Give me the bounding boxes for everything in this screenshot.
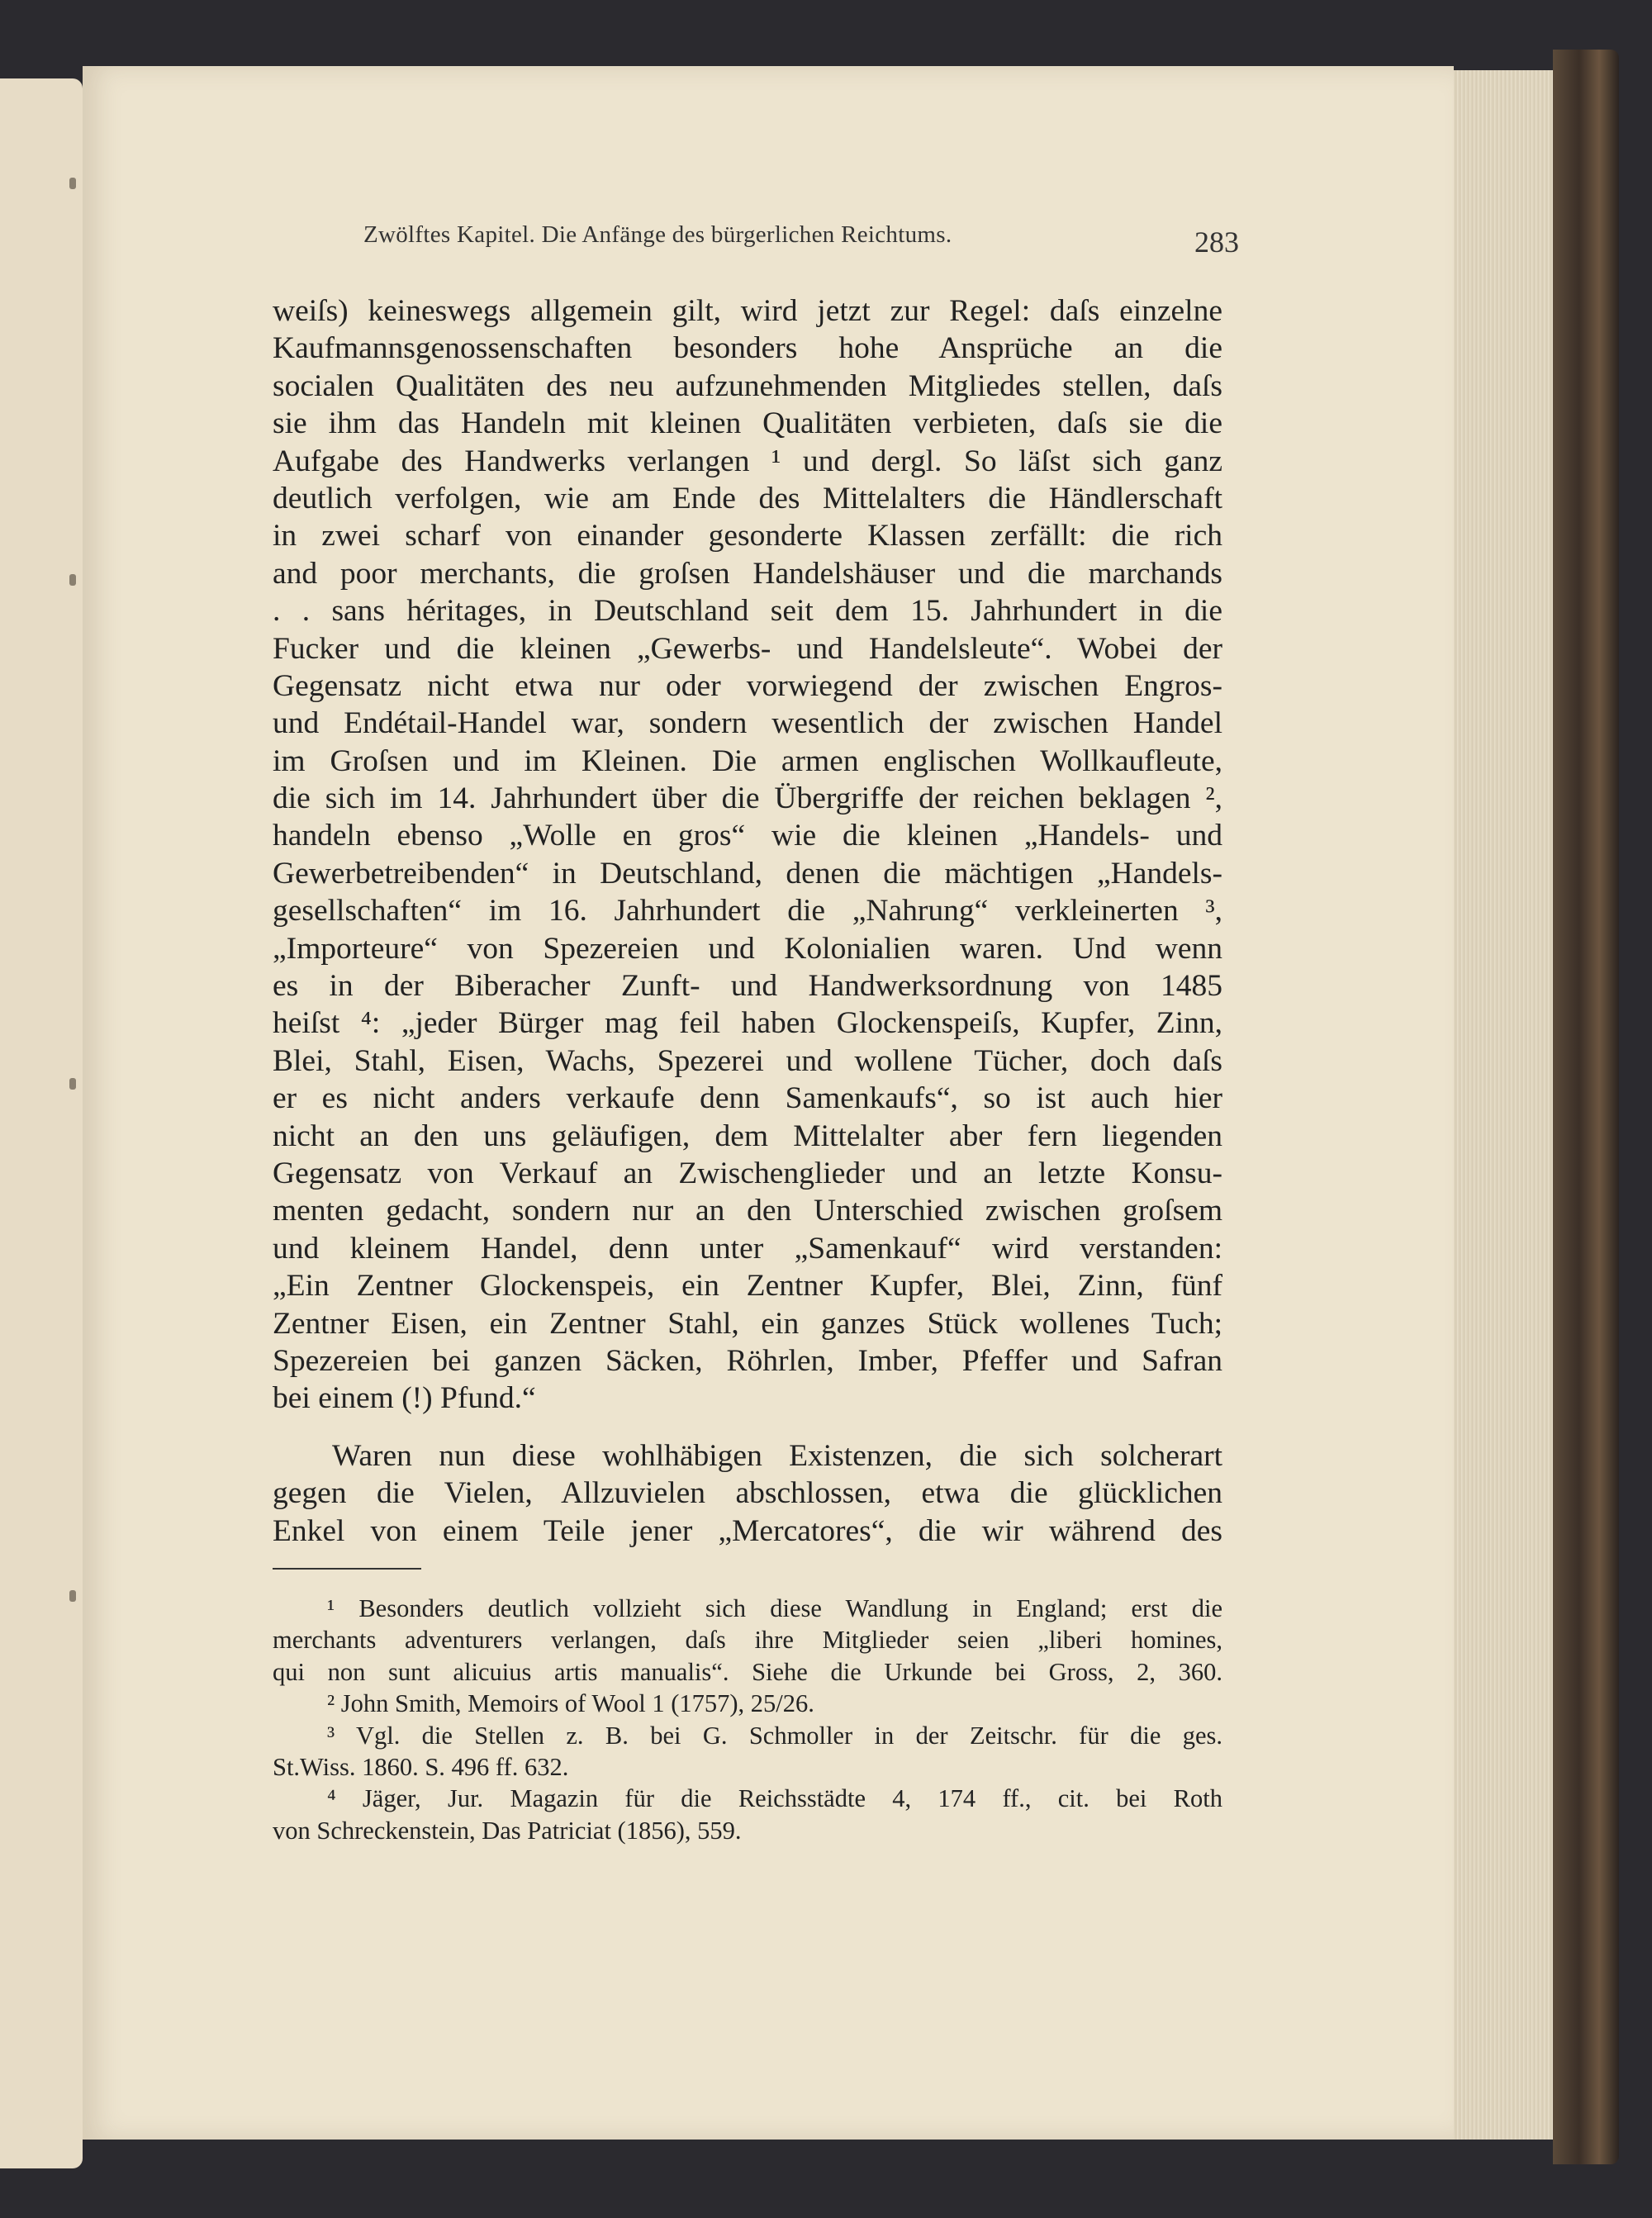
text-line: die sich im 14. Jahrhundert über die Übergriffe der reichen beklagen ², xyxy=(273,781,1222,816)
text-line: Blei, Stahl, Eisen, Wachs, Spezerei und wollene Tücher, doch daſs xyxy=(273,1043,1222,1078)
text-line: und kleinem Handel, denn unter „Samenkauf“ wird verstanden: xyxy=(273,1231,1222,1266)
footnote-line: ⁴ Jäger, Jur. Magazin für die Reichsstädte 4, 174 ff., cit. bei Roth xyxy=(327,1784,1222,1813)
paragraph-2 xyxy=(273,1437,1222,1550)
footnote-line: von Schreckenstein, Das Patriciat (1856), 559. xyxy=(273,1816,742,1845)
page-stack-edges xyxy=(1454,70,1558,2140)
text-line: gesellschaften“ im 16. Jahrhundert die „Nahrung“ verkleinerten ³, xyxy=(273,894,1222,929)
text-line: er es nicht anders verkaufe denn Samenkaufs“, so ist auch hier xyxy=(273,1081,1222,1116)
cover-mark xyxy=(69,1078,76,1090)
footnote-line: qui non sunt alicuius artis manualis“. Siehe die Urkunde bei Gross, 2, 360. xyxy=(273,1657,1222,1686)
footnotes xyxy=(273,1593,1222,1846)
paragraph-1 xyxy=(273,292,1222,1418)
text-line: „Ein Zentner Glockenspeis, ein Zentner Kupfer, Blei, Zinn, fünf xyxy=(273,1269,1222,1304)
text-line: Zentner Eisen, ein Zentner Stahl, ein ganzes Stück wollenes Tuch; xyxy=(273,1306,1222,1341)
cover-mark xyxy=(69,1590,76,1602)
text-line: nicht an den uns geläufigen, dem Mittelalter aber fern liegenden xyxy=(273,1118,1222,1153)
text-line: in zwei scharf von einander gesonderte Klassen zerfällt: die rich xyxy=(273,519,1222,553)
cover-mark xyxy=(69,574,76,586)
text-line: Aufgabe des Handwerks verlangen ¹ und dergl. So läſst sich ganz xyxy=(273,444,1222,478)
text-line: Kaufmannsgenossenschaften besonders hohe Ansprüche an die xyxy=(273,331,1222,366)
footnote-line: St.Wiss. 1860. S. 496 ff. 632. xyxy=(273,1752,569,1781)
book-spine xyxy=(1553,50,1619,2164)
text-line: es in der Biberacher Zunft- und Handwerksordnung von 1485 xyxy=(273,969,1222,1004)
footnote-line: ¹ Besonders deutlich vollzieht sich diese Wandlung in England; erst die xyxy=(327,1594,1222,1622)
text-line: gegen die Vielen, Allzuvielen abschlossen, etwa die glücklichen xyxy=(273,1476,1222,1511)
text-line: bei einem (!) Pfund.“ xyxy=(273,1381,536,1416)
text-line: Waren nun diese wohlhäbigen Existenzen, die sich solcherart xyxy=(332,1439,1222,1473)
left-cover-edge xyxy=(0,78,83,2168)
cover-mark xyxy=(69,178,76,189)
footnote-line: ² John Smith, Memoirs of Wool 1 (1757), 25/26. xyxy=(327,1689,814,1718)
page-number: 283 xyxy=(1194,226,1239,259)
text-line: im Groſsen und im Kleinen. Die armen englischen Wollkaufleute, xyxy=(273,743,1222,778)
text-line: Fucker und die kleinen „Gewerbs- und Handelsleute“. Wobei der xyxy=(273,631,1222,666)
text-line: menten gedacht, sondern nur an den Unterschied zwischen groſsem xyxy=(273,1194,1222,1228)
text-line: handeln ebenso „Wolle en gros“ wie die kleinen „Handels- und xyxy=(273,819,1222,853)
footnote-rule xyxy=(273,1568,421,1570)
text-line: Enkel von einem Teile jener „Mercatores“, die wir während des xyxy=(273,1513,1222,1548)
text-line: socialen Qualitäten des neu aufzunehmenden Mitgliedes stellen, daſs xyxy=(273,368,1222,403)
text-line: Gegensatz von Verkauf an Zwischenglieder und an letzte Konsu- xyxy=(273,1156,1222,1190)
text-line: „Importeure“ von Spezereien und Kolonialien waren. Und wenn xyxy=(273,931,1222,966)
running-title: Zwölftes Kapitel. Die Anfänge des bürgerlichen Reichtums. xyxy=(363,221,952,248)
text-line: . . sans héritages, in Deutschland seit dem 15. Jahrhundert in die xyxy=(273,594,1222,629)
text-line: Spezereien bei ganzen Säcken, Röhrlen, Imber, Pfeffer und Safran xyxy=(273,1343,1222,1378)
running-header xyxy=(363,221,1239,259)
text-line: weiſs) keineswegs allgemein gilt, wird jetzt zur Regel: daſs einzelne xyxy=(273,294,1222,328)
text-line: Gewerbetreibenden“ in Deutschland, denen die mächtigen „Handels- xyxy=(273,856,1222,891)
text-line: deutlich verfolgen, wie am Ende des Mittelalters die Händlerschaft xyxy=(273,481,1222,515)
footnote-line: merchants adventurers verlangen, daſs ihre Mitglieder seien „liberi homines, xyxy=(273,1626,1222,1655)
footnote-line: ³ Vgl. die Stellen z. B. bei G. Schmoller in der Zeitschr. für die ges. xyxy=(327,1721,1222,1750)
text-line: und Endétail-Handel war, sondern wesentlich der zwischen Handel xyxy=(273,706,1222,741)
text-line: heiſst ⁴: „jeder Bürger mag feil haben Glockenspeiſs, Kupfer, Zinn, xyxy=(273,1006,1222,1041)
text-line: Gegensatz nicht etwa nur oder vorwiegend der zwischen Engros- xyxy=(273,668,1222,703)
text-line: sie ihm das Handeln mit kleinen Qualitäten verbieten, daſs sie die xyxy=(273,406,1222,441)
text-line: and poor merchants, die groſsen Handelshäuser und die marchands xyxy=(273,556,1222,591)
